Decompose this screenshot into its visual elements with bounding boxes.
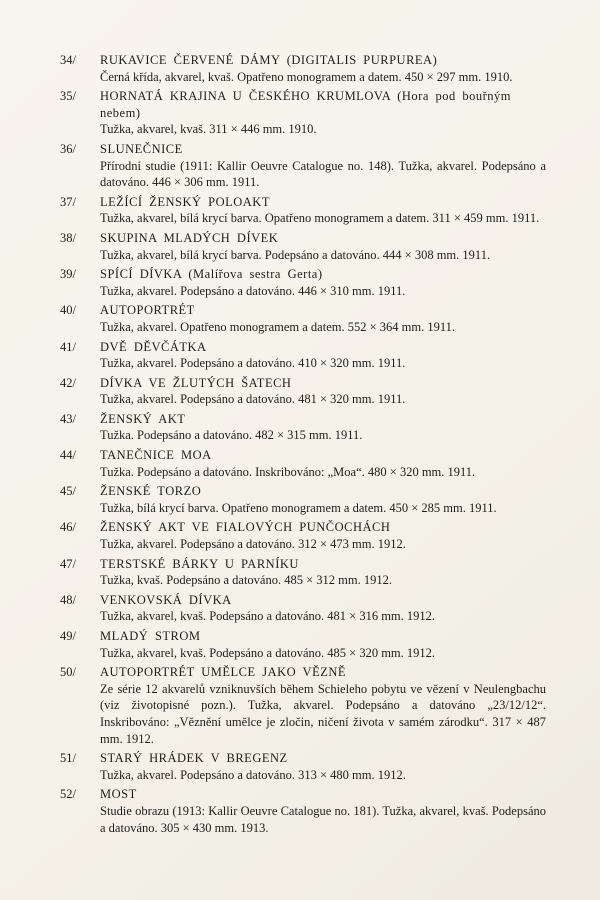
entry-title: VENKOVSKÁ DÍVKA [100,592,232,607]
entry-description: Tužka. Podepsáno a datováno. Inskribováno: „Moa“. 480 × 320 mm. 1911. [100,464,476,479]
entry-description: Tužka, akvarel. Podepsáno a datováno. 313 × 480 mm. 1912. [100,767,406,782]
entry-content [100,447,546,480]
entry-description: Tužka, akvarel, kvaš. Podepsáno a datováno. 485 × 320 mm. 1912. [100,645,436,660]
entry-number: 49/ [60,629,76,643]
entry-title: TERSTSKÉ BÁRKY U PARNÍKU [100,556,299,571]
catalog-entry [60,266,546,299]
entry-description: Černá křída, akvarel, kvaš. Opatřeno monogramem a datem. 450 × 297 mm. 1910. [100,69,513,84]
entry-title: LEŽÍCÍ ŽENSKÝ POLOAKT [100,194,270,209]
entry-content [100,750,546,783]
entry-content [100,556,546,589]
entry-description: Tužka. Podepsáno a datováno. 482 × 315 mm. 1911. [100,428,363,443]
entry-description: Studie obrazu (1913: Kallir Oeuvre Catalogue no. 181). Tužka, akvarel, kvaš. Podepsáno a datováno. 305 × 430 mm. 1913. [100,803,546,835]
entry-content [100,375,546,408]
catalog-entry [60,483,546,516]
entry-description: Tužka, akvarel. Opatřeno monogramem a datem. 552 × 364 mm. 1911. [100,319,456,334]
entry-description: Přírodní studie (1911: Kallir Oeuvre Catalogue no. 148). Tužka, akvarel. Podepsáno a datováno. 446 × 306 mm. 1911. [100,158,546,190]
catalog-entry [60,339,546,372]
entry-number: 43/ [60,411,76,426]
catalog-entry [60,750,546,783]
catalog-entry [60,302,546,335]
catalog-entry [60,52,546,85]
entry-number: 40/ [60,303,76,318]
entry-title: TANEČNICE MOA [100,448,212,463]
entry-title: SPÍCÍ DÍVKA (Malířova sestra Gerta) [100,267,323,282]
entry-number: 38/ [60,230,76,245]
entry-content [100,266,546,299]
entry-number: 47/ [60,556,76,571]
entry-number: 34/ [60,53,76,67]
entry-description: Tužka, akvarel, kvaš. Podepsáno a datováno. 481 × 316 mm. 1912. [100,609,436,624]
entry-description: Tužka, akvarel. Podepsáno a datováno. 446 × 310 mm. 1911. [100,283,406,298]
entry-number: 36/ [60,141,76,156]
entry-title: SKUPINA MLADÝCH DÍVEK [100,230,279,245]
entry-content [100,141,546,191]
entry-title: MOST [100,787,137,802]
entry-content [100,194,546,227]
entry-content [100,88,546,138]
entry-number: 35/ [60,89,76,104]
entry-title: AUTOPORTRÉT UMĚLCE JAKO VĚZNĚ [100,665,347,680]
entry-title: SLUNEČNICE [100,141,183,156]
entry-title: DVĚ DĚVČÁTKA [100,339,207,354]
catalog-entry [60,141,546,191]
entry-number: 44/ [60,448,76,463]
entry-content [100,519,546,552]
entry-title: AUTOPORTRÉT [100,303,195,318]
entry-number: 50/ [60,665,76,680]
entry-description: Tužka, kvaš. Podepsáno a datováno. 485 × 312 mm. 1912. [100,573,392,588]
entry-number: 39/ [60,267,76,282]
entry-content [100,411,546,444]
entry-content [100,786,546,836]
entry-content [100,483,546,516]
entry-description: Tužka, akvarel, bílá krycí barva. Podepsáno a datováno. 444 × 308 mm. 1911. [100,247,491,262]
entry-title: ŽENSKÝ AKT VE FIALOVÝCH PUNČOCHÁCH [100,520,391,535]
entry-number: 45/ [60,484,76,499]
entry-description: Ze série 12 akvarelů vzniknuvších během Schieleho pobytu ve vězení v Neulengbachu (viz životopisné pozn.). Tužka, akvarel. Podepsáno a datováno „23/12/12“. Inskribováno: „Věznění umělce je zločin, ničení života v samém zárodku“. 317 × 487 mm. 1912. [100,681,546,746]
entry-title: HORNATÁ KRAJINA U ČESKÉHO KRUMLOVA (Hora pod bouřným nebem) [100,89,512,120]
entry-number: 48/ [60,592,76,607]
entry-number: 52/ [60,787,76,802]
catalog-entry [60,411,546,444]
catalog-entry [60,664,546,747]
entry-content [100,664,546,747]
entry-title: ŽENSKÉ TORZO [100,484,202,499]
entry-title: ŽENSKÝ AKT [100,411,186,426]
entry-description: Tužka, akvarel, kvaš. 311 × 446 mm. 1910. [100,122,317,137]
entry-title: DÍVKA VE ŽLUTÝCH ŠATECH [100,375,292,390]
catalog-entry [60,88,546,138]
entry-number: 41/ [60,339,76,354]
catalog-entries-list [60,52,546,836]
entry-content [100,628,546,661]
entry-title: RUKAVICE ČERVENÉ DÁMY (DIGITALIS PURPUREA) [100,53,438,67]
catalog-entry [60,519,546,552]
entry-number: 37/ [60,194,76,209]
entry-number: 46/ [60,520,76,535]
catalog-entry [60,786,546,836]
catalog-entry [60,447,546,480]
entry-number: 51/ [60,751,76,766]
entry-description: Tužka, bílá krycí barva. Opatřeno monogramem a datem. 450 × 285 mm. 1911. [100,500,497,515]
entry-title: MLADÝ STROM [100,629,201,643]
catalog-entry [60,194,546,227]
entry-description: Tužka, akvarel. Podepsáno a datováno. 410 × 320 mm. 1911. [100,356,406,371]
entry-description: Tužka, akvarel. Podepsáno a datováno. 481 × 320 mm. 1911. [100,392,406,407]
catalog-entry [60,556,546,589]
entry-content [100,52,546,85]
entry-number: 42/ [60,375,76,390]
entry-content [100,230,546,263]
catalog-entry [60,628,546,661]
catalog-entry [60,592,546,625]
entry-description: Tužka, akvarel. Podepsáno a datováno. 312 × 473 mm. 1912. [100,537,406,552]
catalog-entry [60,230,546,263]
entry-description: Tužka, akvarel, bílá krycí barva. Opatřeno monogramem a datem. 311 × 459 mm. 1911. [100,211,540,226]
entry-content [100,339,546,372]
catalog-entry [60,375,546,408]
entry-content [100,592,546,625]
entry-content [100,302,546,335]
entry-title: STARÝ HRÁDEK V BREGENZ [100,751,288,766]
